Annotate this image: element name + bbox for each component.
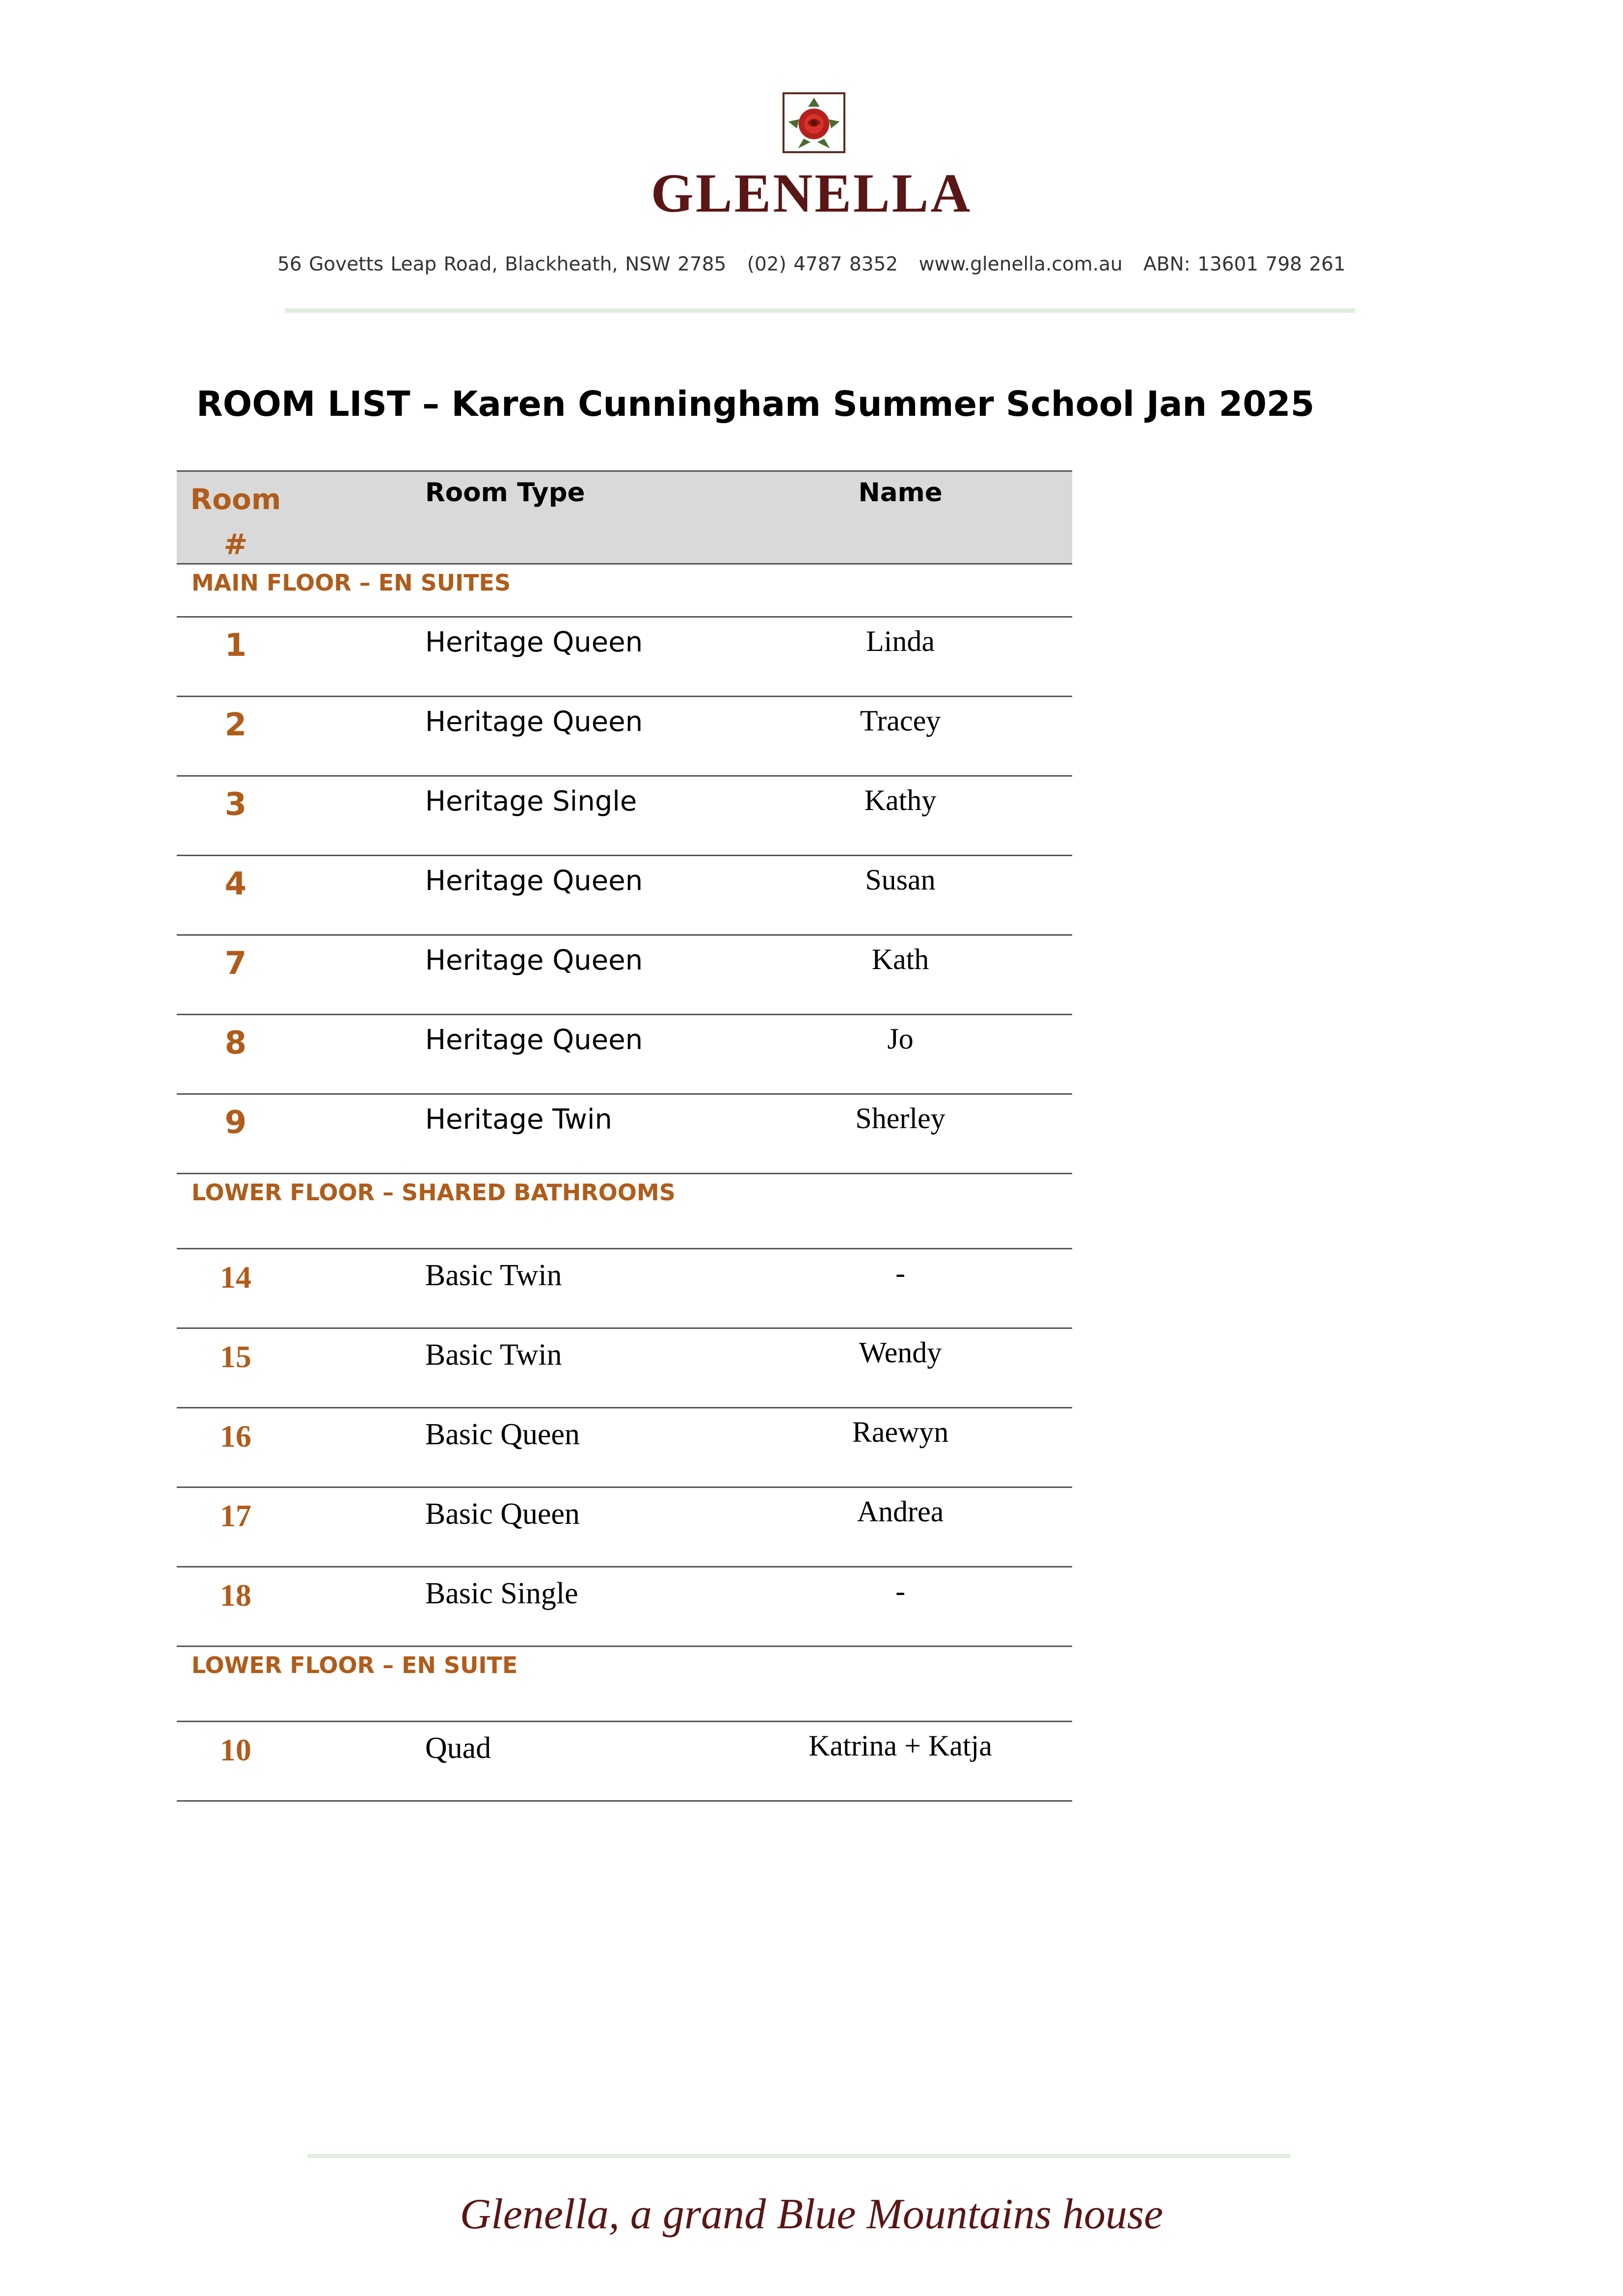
header-name: Name [858, 478, 943, 508]
room-number: 16 [220, 1419, 251, 1454]
room-number: 9 [224, 1105, 247, 1141]
table-row [177, 1488, 1072, 1567]
address: 56 Govetts Leap Road, Blackheath, NSW 2785 [277, 253, 727, 275]
room-type: Heritage Queen [425, 626, 643, 658]
table-row [177, 1249, 1072, 1329]
footer-tagline: Glenella, a grand Blue Mountains house [460, 2190, 1163, 2238]
guest-name: Kath [871, 943, 929, 975]
table-row [177, 856, 1072, 936]
table-row [177, 777, 1072, 856]
table-row [177, 697, 1072, 777]
room-type: Heritage Queen [425, 1024, 643, 1056]
section-label: LOWER FLOOR – EN SUITE [191, 1652, 518, 1678]
table-row [177, 1567, 1072, 1647]
room-number: 17 [220, 1498, 251, 1533]
section-header [177, 1647, 1072, 1722]
room-number: 15 [220, 1339, 251, 1374]
phone: (02) 4787 8352 [747, 253, 898, 275]
table-row [177, 1329, 1072, 1408]
room-type: Basic Twin [425, 1259, 562, 1292]
guest-name: Raewyn [852, 1416, 949, 1448]
room-table [177, 470, 1072, 1802]
room-number: 18 [220, 1578, 251, 1613]
section-header [177, 565, 1072, 618]
document-title: ROOM LIST – Karen Cunningham Summer School Jan 2025 [196, 384, 1315, 424]
room-number: 10 [220, 1732, 251, 1767]
abn: ABN: 13601 798 261 [1143, 253, 1346, 275]
table-row [177, 1015, 1072, 1095]
guest-name: Jo [887, 1023, 914, 1055]
guest-name: Linda [866, 625, 935, 657]
section-label: LOWER FLOOR – SHARED BATHROOMS [191, 1179, 676, 1206]
contact-line [0, 253, 1623, 275]
room-type: Quad [425, 1731, 491, 1765]
guest-name: Sherley [855, 1102, 946, 1134]
room-type: Basic Queen [425, 1418, 580, 1451]
guest-name: Andrea [857, 1495, 944, 1528]
guest-name: - [895, 1575, 905, 1607]
table-header [177, 470, 1072, 565]
footer-divider [307, 2154, 1290, 2158]
section-header [177, 1174, 1072, 1249]
room-type: Heritage Queen [425, 706, 643, 738]
logo [783, 92, 845, 153]
room-type: Heritage Twin [425, 1104, 613, 1135]
guest-name: Tracey [860, 704, 941, 737]
guest-name: Katrina + Katja [809, 1729, 992, 1762]
guest-name: Kathy [864, 784, 937, 816]
room-type: Basic Queen [425, 1497, 580, 1531]
header-room-type: Room Type [425, 478, 585, 508]
header-divider [285, 308, 1355, 313]
rose-icon [784, 94, 843, 151]
guest-name: Susan [865, 864, 936, 896]
guest-name: Wendy [859, 1336, 942, 1369]
table-row [177, 618, 1072, 697]
table-row [177, 1722, 1072, 1802]
room-number: 4 [224, 866, 247, 902]
room-number: 1 [224, 627, 247, 664]
guest-name: - [895, 1257, 905, 1289]
header-room-number: Room # [190, 483, 281, 561]
room-number: 14 [220, 1260, 251, 1295]
room-number: 8 [224, 1025, 247, 1061]
room-number: 7 [224, 945, 247, 982]
room-type: Heritage Queen [425, 865, 643, 897]
website-link[interactable]: www.glenella.com.au [919, 253, 1123, 275]
room-number: 3 [224, 786, 247, 823]
room-type: Heritage Single [425, 785, 637, 817]
table-row [177, 936, 1072, 1015]
table-row [177, 1095, 1072, 1174]
table-row [177, 1408, 1072, 1488]
room-type: Basic Twin [425, 1338, 562, 1372]
section-label: MAIN FLOOR – EN SUITES [191, 569, 511, 596]
room-type: Heritage Queen [425, 945, 643, 976]
room-type: Basic Single [425, 1577, 578, 1610]
brand-name: GLENELLA [650, 163, 973, 224]
room-number: 2 [224, 707, 247, 743]
